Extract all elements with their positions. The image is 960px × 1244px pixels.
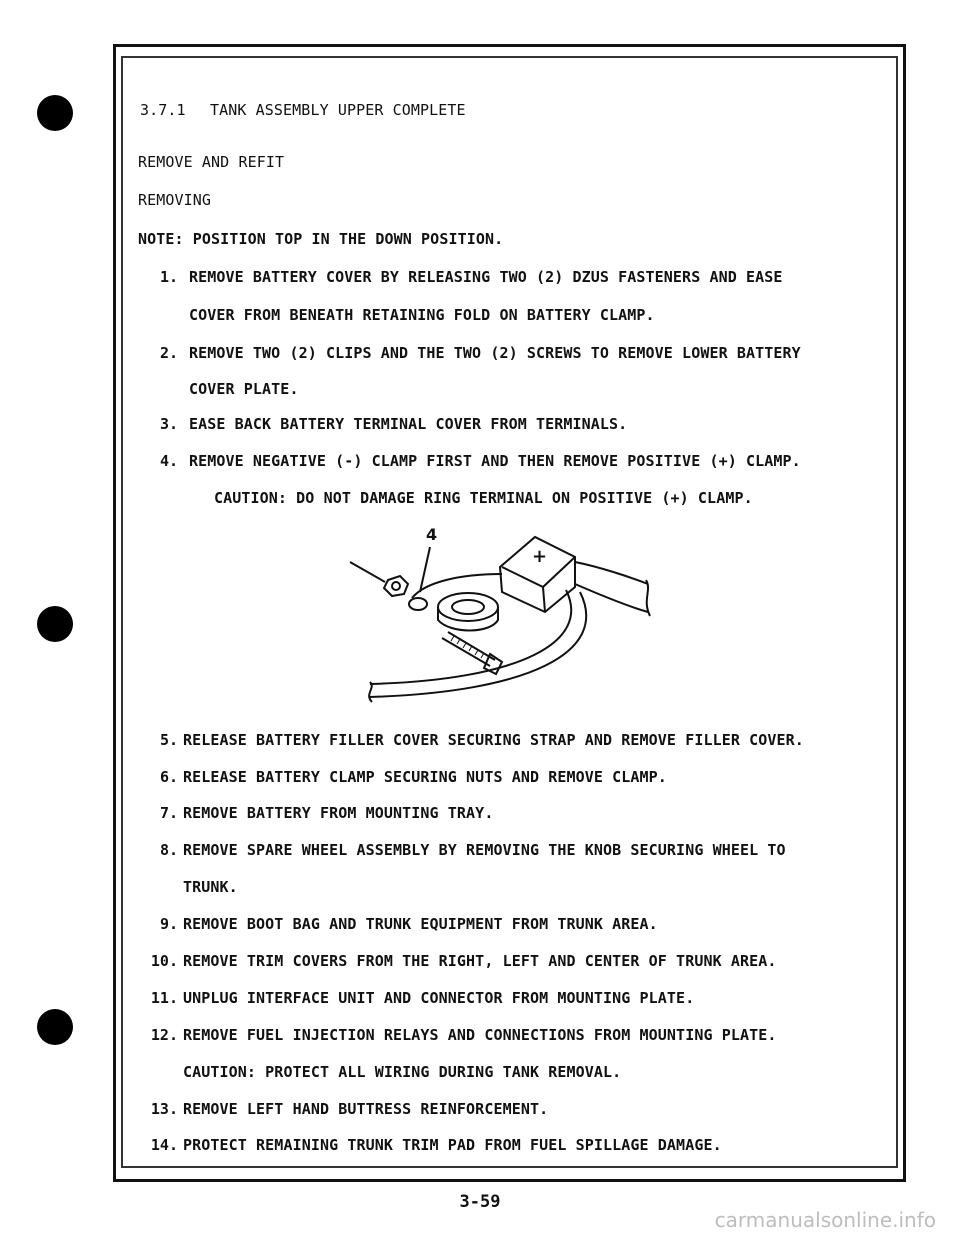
step-number: 12. xyxy=(150,1026,178,1044)
step-number: 11. xyxy=(150,989,178,1007)
step-number: 9. xyxy=(159,915,178,933)
cable-upper-edge xyxy=(370,590,571,684)
battery-clamp-diagram xyxy=(330,512,690,712)
step-text: COVER FROM BENEATH RETAINING FOLD ON BATTERY CLAMP. xyxy=(189,306,655,324)
binder-hole-middle xyxy=(37,606,73,642)
step-text: RELEASE BATTERY FILLER COVER SECURING STRAP AND REMOVE FILLER COVER. xyxy=(183,731,804,749)
step-number: 6. xyxy=(159,768,178,786)
binder-hole-bottom xyxy=(37,1009,73,1045)
step-text: PROTECT REMAINING TRUNK TRIM PAD FROM FUEL SPILLAGE DAMAGE. xyxy=(183,1136,722,1154)
step-text: REMOVE LEFT HAND BUTTRESS REINFORCEMENT. xyxy=(183,1100,549,1118)
step-number: 13. xyxy=(150,1100,178,1118)
diagram-callout-4: 4 xyxy=(426,525,438,544)
step-number: 3. xyxy=(159,415,178,433)
remove-and-refit-heading: REMOVE AND REFIT xyxy=(138,153,285,171)
step-number: 4. xyxy=(159,452,178,470)
note-text: NOTE: POSITION TOP IN THE DOWN POSITION. xyxy=(138,230,504,248)
positive-terminal-sign: + xyxy=(532,546,548,567)
step-number: 5. xyxy=(159,731,178,749)
cable-break-mark xyxy=(369,682,372,702)
removing-heading: REMOVING xyxy=(138,191,212,209)
step-number: 7. xyxy=(159,804,178,822)
step-text: COVER PLATE. xyxy=(189,380,299,398)
step-number: 10. xyxy=(150,952,178,970)
caution-text: CAUTION: DO NOT DAMAGE RING TERMINAL ON POSITIVE (+) CLAMP. xyxy=(214,489,753,507)
step-text: REMOVE TRIM COVERS FROM THE RIGHT, LEFT AND CENTER OF TRUNK AREA. xyxy=(183,952,777,970)
step-text: UNPLUG INTERFACE UNIT AND CONNECTOR FROM MOUNTING PLATE. xyxy=(183,989,695,1007)
step-number: 14. xyxy=(150,1136,178,1154)
page-number: 3-59 xyxy=(459,1192,501,1212)
nut xyxy=(384,576,408,596)
step-number: 8. xyxy=(159,841,178,859)
step-text: REMOVE NEGATIVE (-) CLAMP FIRST AND THEN REMOVE POSITIVE (+) CLAMP. xyxy=(189,452,801,470)
step-text: REMOVE TWO (2) CLIPS AND THE TWO (2) SCREWS TO REMOVE LOWER BATTERY xyxy=(189,344,801,362)
clamp-ring xyxy=(438,593,498,621)
step-number: 2. xyxy=(159,344,178,362)
step-text: RELEASE BATTERY CLAMP SECURING NUTS AND REMOVE CLAMP. xyxy=(183,768,667,786)
step-text: REMOVE BATTERY COVER BY RELEASING TWO (2) DZUS FASTENERS AND EASE xyxy=(189,268,783,286)
step-text: REMOVE FUEL INJECTION RELAYS AND CONNECTIONS FROM MOUNTING PLATE. xyxy=(183,1026,777,1044)
step-text: TRUNK. xyxy=(183,878,238,896)
step-text: REMOVE BATTERY FROM MOUNTING TRAY. xyxy=(183,804,494,822)
step-number: 1. xyxy=(159,268,178,286)
binder-hole-top xyxy=(37,95,73,131)
watermark: carmanualsonline.info xyxy=(714,1208,936,1232)
section-title: TANK ASSEMBLY UPPER COMPLETE xyxy=(210,101,466,119)
step-text: EASE BACK BATTERY TERMINAL COVER FROM TERMINALS. xyxy=(189,415,628,433)
step-text: REMOVE BOOT BAG AND TRUNK EQUIPMENT FROM TRUNK AREA. xyxy=(183,915,658,933)
cable-right-top xyxy=(575,562,648,584)
section-number: 3.7.1 xyxy=(140,101,186,119)
leader-line-nut xyxy=(350,562,385,582)
step-text: REMOVE SPARE WHEEL ASSEMBLY BY REMOVING THE KNOB SECURING WHEEL TO xyxy=(183,841,786,859)
cable-lower-edge xyxy=(370,592,586,697)
caution-text: CAUTION: PROTECT ALL WIRING DURING TANK REMOVAL. xyxy=(183,1063,622,1081)
